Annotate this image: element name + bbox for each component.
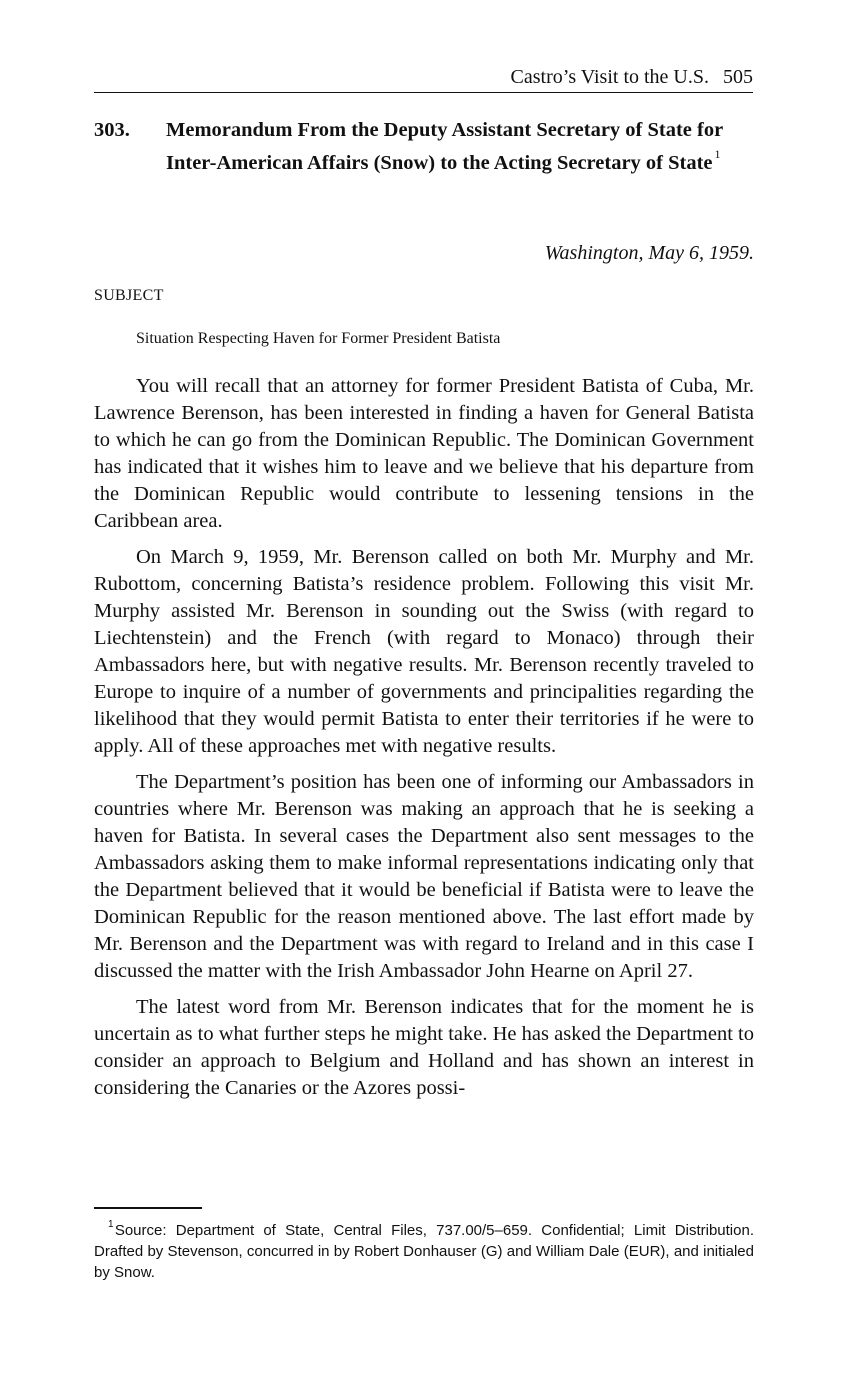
dateline: Washington, May 6, 1959. [544,242,754,264]
document-number: 303. [94,119,130,141]
body-text [94,373,754,1111]
paragraph-1: You will recall that an attorney for former President Batista of Cuba, Mr. Lawrence Berenson, has been interested in finding a haven for General Batista to which he can go from the Dominican Republic. The Dominican Government has indicated that it wishes him to leave and we believe that his departure from the Dominican Republic would contribute to lessening tensions in the Caribbean area. [94,375,754,532]
subject-label: SUBJECT [94,287,164,304]
document-title-block [166,117,754,176]
paragraph-4: The latest word from Mr. Berenson indicates that for the moment he is uncertain as to what further steps he might take. He has asked the Department to consider an approach to Belgium and Holland and has shown an interest in considering the Canaries or the Azores possi- [94,996,754,1099]
page-number: 505 [723,66,753,88]
paragraph-2: On March 9, 1959, Mr. Berenson called on both Mr. Murphy and Mr. Rubottom, concerning Batista’s residence problem. Following this visit Mr. Murphy assisted Mr. Berenson in sounding out the Swiss (with regard to Liechtenstein) and the French (with regard to Monaco) through their Ambassadors here, but with negative results. Mr. Berenson recently traveled to Europe to inquire of a number of governments and principalities regarding the likelihood that they would permit Batista to enter their territories if he were to apply. All of these approaches met with negative results. [94,546,754,757]
footnote-reference: 1 [714,146,721,161]
paragraph-3: The Department’s position has been one of informing our Ambassadors in countries where Mr. Berenson was making an approach that he is seeking a haven for Batista. In several cases the Department also sent messages to the Ambassadors asking them to make informal representations indicating only that the Department believed that it would be beneficial if Batista were to leave the Dominican Republic for the reason mentioned above. The last effort made by Mr. Berenson and the Department was with regard to Ireland and in this case I discussed the matter with the Irish Ambassador John Hearne on April 27. [94,771,754,982]
footnote-text: Source: Department of State, Central Files, 737.00/5–659. Confidential; Limit Distribution. Drafted by Stevenson, concurred in by Robert Donhauser (G) and William Dale (EUR), and initialed by Snow. [94,1222,754,1281]
footnote-marker: 1 [108,1219,114,1230]
running-head-title: Castro’s Visit to the U.S. [510,66,709,88]
footnote-rule [94,1207,202,1209]
subject-text: Situation Respecting Haven for Former President Batista [136,330,501,347]
footnote [94,1216,754,1283]
document-title: Memorandum From the Deputy Assistant Secretary of State for Inter-American Affairs (Snow) to the Acting Secretary of State [166,119,723,174]
running-head [94,64,753,93]
